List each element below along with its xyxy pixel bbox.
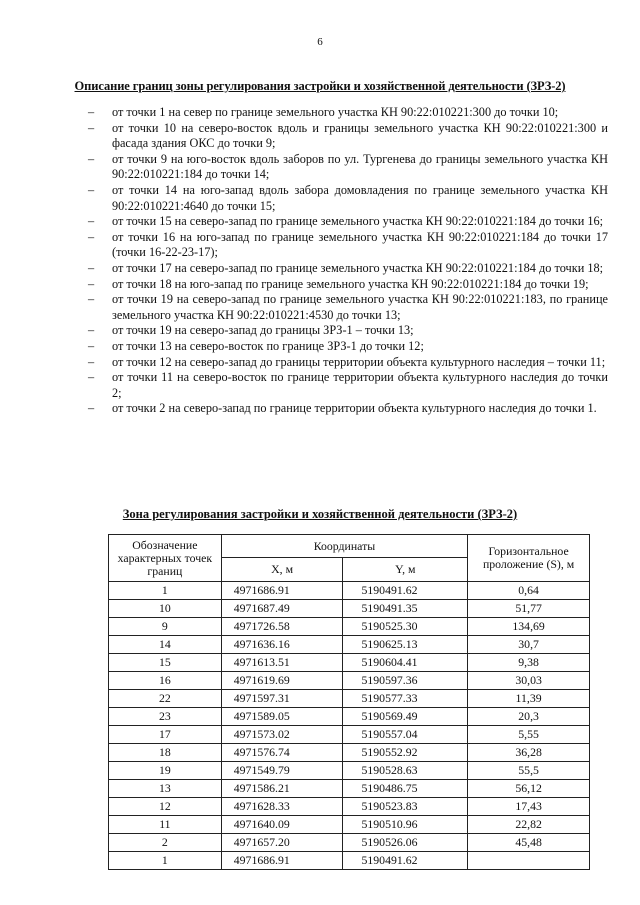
length-cell: 56,12: [468, 780, 590, 798]
point-cell: 16: [109, 672, 222, 690]
list-item: [88, 121, 608, 152]
table-row: [109, 600, 590, 618]
list-item: [88, 214, 608, 230]
x-cell: 4971687.49: [221, 600, 343, 618]
list-item: [88, 230, 608, 261]
x-cell: 4971597.31: [221, 690, 343, 708]
list-item-text: от точки 1 на север по границе земельного участка КН 90:22:010221:300 до точки 10;: [112, 105, 559, 119]
dash-marker: –: [88, 338, 95, 353]
section-title: Описание границ зоны регулирования застройки и хозяйственной деятельности (ЗРЗ-2): [74, 79, 566, 93]
length-cell: 36,28: [468, 744, 590, 762]
length-cell: [468, 852, 590, 870]
x-cell: 4971613.51: [221, 654, 343, 672]
list-item: [88, 323, 608, 339]
point-cell: 11: [109, 816, 222, 834]
length-cell: 134,69: [468, 618, 590, 636]
dash-marker: –: [88, 120, 95, 135]
table-row: [109, 618, 590, 636]
y-cell: 5190491.62: [343, 852, 468, 870]
list-item: [88, 292, 608, 323]
y-cell: 5190486.75: [343, 780, 468, 798]
point-cell: 10: [109, 600, 222, 618]
point-cell: 22: [109, 690, 222, 708]
header-length: Горизонтальное проложение (S), м: [468, 535, 590, 582]
length-cell: 20,3: [468, 708, 590, 726]
y-cell: 5190526.06: [343, 834, 468, 852]
x-cell: 4971628.33: [221, 798, 343, 816]
list-item: [88, 339, 608, 355]
header-x: X, м: [221, 558, 343, 582]
table-row: [109, 744, 590, 762]
table-row: [109, 690, 590, 708]
table-row: [109, 654, 590, 672]
point-cell: 23: [109, 708, 222, 726]
length-cell: 9,38: [468, 654, 590, 672]
point-cell: 14: [109, 636, 222, 654]
y-cell: 5190523.83: [343, 798, 468, 816]
dash-marker: –: [88, 401, 95, 416]
y-cell: 5190525.30: [343, 618, 468, 636]
table-row: [109, 780, 590, 798]
length-cell: 0,64: [468, 582, 590, 600]
point-cell: 18: [109, 744, 222, 762]
dash-marker: –: [88, 105, 95, 119]
dash-marker: –: [88, 260, 95, 275]
page-number: 6: [317, 36, 323, 48]
list-item: [88, 105, 608, 121]
list-item-text: от точки 17 на северо-запад по границе земельного участка КН 90:22:010221:184 до точки 18;: [112, 260, 604, 275]
point-cell: 19: [109, 762, 222, 780]
length-cell: 30,7: [468, 636, 590, 654]
header-point: Обозначение характерных точек границ: [109, 535, 222, 582]
dash-marker: –: [88, 370, 95, 385]
list-item-text: от точки 9 на юго-восток вдоль заборов по ул. Тургенева до границы земельного участка КН 90:22:010221:184 до точки 14;: [112, 151, 608, 182]
y-cell: 5190491.62: [343, 582, 468, 600]
dash-marker: –: [88, 182, 95, 197]
y-cell: 5190510.96: [343, 816, 468, 834]
table-title: Зона регулирования застройки и хозяйственной деятельности (ЗРЗ-2): [122, 507, 518, 521]
table-row: [109, 582, 590, 600]
point-cell: 15: [109, 654, 222, 672]
header-coordinates: Координаты: [221, 535, 467, 558]
length-cell: 55,5: [468, 762, 590, 780]
table-row: [109, 708, 590, 726]
list-item: [88, 261, 608, 277]
y-cell: 5190577.33: [343, 690, 468, 708]
x-cell: 4971686.91: [221, 582, 343, 600]
list-item-text: от точки 12 на северо-запад до границы территории объекта культурного наследия – точки 11;: [112, 354, 606, 369]
y-cell: 5190569.49: [343, 708, 468, 726]
list-item-text: от точки 18 на юго-запад по границе земельного участка КН 90:22:010221:184 до точки 19;: [112, 276, 589, 291]
length-cell: 22,82: [468, 816, 590, 834]
dash-marker: –: [88, 276, 95, 291]
list-item-text: от точки 16 на юго-запад по границе земельного участка КН 90:22:010221:184 до точки 17 (точки 16-22-23-17);: [112, 229, 608, 260]
table-row: [109, 816, 590, 834]
list-item-text: от точки 2 на северо-запад по границе территории объекта культурного наследия до точки 1.: [112, 401, 597, 416]
table-body: [109, 582, 590, 870]
x-cell: 4971573.02: [221, 726, 343, 744]
x-cell: 4971686.91: [221, 852, 343, 870]
dash-marker: –: [88, 151, 95, 166]
x-cell: 4971619.69: [221, 672, 343, 690]
table-row: [109, 726, 590, 744]
list-item: [88, 152, 608, 183]
list-item-text: от точки 14 на юго-запад вдоль забора домовладения по границе земельного участка КН 90:22:010221:4640 до точки 15;: [112, 182, 608, 213]
y-cell: 5190625.13: [343, 636, 468, 654]
y-cell: 5190552.92: [343, 744, 468, 762]
length-cell: 30,03: [468, 672, 590, 690]
list-item: [88, 370, 608, 401]
list-item-text: от точки 15 на северо-запад по границе земельного участка КН 90:22:010221:184 до точки 16;: [112, 214, 604, 229]
length-cell: 17,43: [468, 798, 590, 816]
dash-marker: –: [88, 214, 95, 229]
x-cell: 4971576.74: [221, 744, 343, 762]
list-item-text: от точки 19 на северо-запад до границы ЗРЗ-1 – точки 13;: [112, 323, 414, 338]
length-cell: 5,55: [468, 726, 590, 744]
y-cell: 5190557.04: [343, 726, 468, 744]
y-cell: 5190604.41: [343, 654, 468, 672]
point-cell: 9: [109, 618, 222, 636]
dash-marker: –: [88, 292, 95, 307]
table-row: [109, 834, 590, 852]
length-cell: 11,39: [468, 690, 590, 708]
table-row: [109, 672, 590, 690]
boundary-description-list: [88, 105, 608, 417]
dash-marker: –: [88, 323, 95, 338]
list-item: [88, 183, 608, 214]
x-cell: 4971586.21: [221, 780, 343, 798]
length-cell: 51,77: [468, 600, 590, 618]
table-row: [109, 798, 590, 816]
x-cell: 4971640.09: [221, 816, 343, 834]
x-cell: 4971549.79: [221, 762, 343, 780]
point-cell: 12: [109, 798, 222, 816]
coordinates-table: [108, 534, 590, 870]
list-item: [88, 355, 608, 371]
x-cell: 4971636.16: [221, 636, 343, 654]
table-row: [109, 762, 590, 780]
point-cell: 2: [109, 834, 222, 852]
list-item-text: от точки 11 на северо-восток по границе территории объекта культурного наследия до точки 2;: [112, 370, 608, 400]
y-cell: 5190597.36: [343, 672, 468, 690]
length-cell: 45,48: [468, 834, 590, 852]
table-row: [109, 636, 590, 654]
dash-marker: –: [88, 354, 95, 369]
point-cell: 1: [109, 582, 222, 600]
x-cell: 4971726.58: [221, 618, 343, 636]
dash-marker: –: [88, 229, 95, 244]
list-item-text: от точки 10 на северо-восток вдоль и границы земельного участка КН 90:22:010221:300 и фасада здания ОКС до точки 9;: [112, 120, 608, 151]
x-cell: 4971589.05: [221, 708, 343, 726]
list-item: [88, 401, 608, 417]
x-cell: 4971657.20: [221, 834, 343, 852]
list-item-text: от точки 13 на северо-восток по границе ЗРЗ-1 до точки 12;: [112, 338, 424, 353]
y-cell: 5190528.63: [343, 762, 468, 780]
point-cell: 13: [109, 780, 222, 798]
header-y: Y, м: [343, 558, 468, 582]
point-cell: 1: [109, 852, 222, 870]
point-cell: 17: [109, 726, 222, 744]
list-item-text: от точки 19 на северо-запад по границе земельного участка КН 90:22:010221:183, по границе земельного участка КН 90:22:010221:4530 до точки 13;: [112, 292, 608, 322]
list-item: [88, 277, 608, 293]
y-cell: 5190491.35: [343, 600, 468, 618]
table-row: [109, 852, 590, 870]
